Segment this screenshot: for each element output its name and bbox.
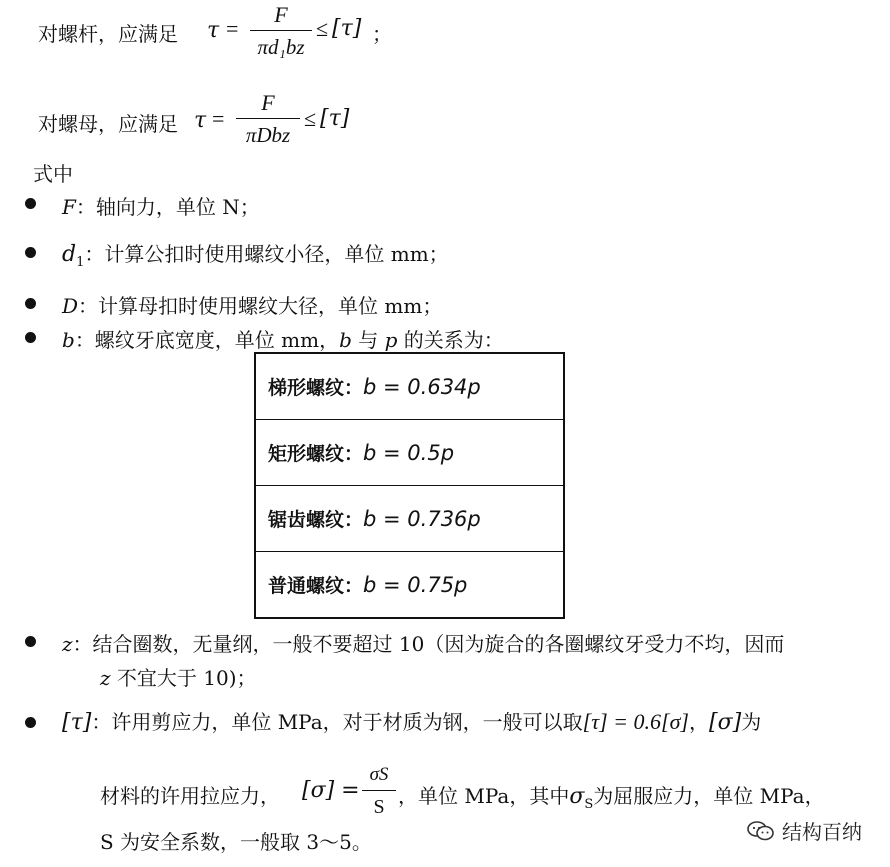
nut-denominator: πDbz	[245, 123, 291, 147]
item-tau-formula: [τ] = 0.6[σ]	[582, 709, 689, 734]
item-tau-line2-c: 为屈服应力，单位 MPa，	[593, 784, 825, 808]
bolt-le: ≤	[316, 16, 329, 41]
table-cell	[255, 486, 564, 552]
nut-fraction	[234, 88, 302, 151]
item-tau-line2-b	[398, 780, 825, 812]
item-d1-text: ：计算公扣时使用螺纹小径，单位 mm；	[84, 242, 449, 266]
item-tau-line2-b-text: ，单位 MPa，其中	[398, 784, 570, 808]
item-tau-line2-sub: S	[584, 797, 594, 812]
item-d	[62, 290, 442, 319]
item-d1-symbol: d	[62, 242, 77, 267]
bolt-prefix: 对螺杆，应满足	[38, 22, 178, 46]
item-z-line1	[62, 628, 784, 657]
item-d1	[62, 238, 449, 270]
item-tau-line2-lhs: [σ] =	[302, 778, 360, 803]
thread-type-label: 梯形螺纹：	[268, 377, 364, 399]
bullet-tau	[25, 717, 36, 728]
thread-type-value: b = 0.634p	[363, 375, 481, 399]
table-row	[255, 486, 564, 552]
bolt-lhs: τ	[207, 18, 220, 43]
where-label: 式中	[33, 162, 73, 186]
item-b-text-a: ：螺纹牙底宽度，单位 mm，	[74, 328, 340, 352]
item-tau-line3: S 为安全系数，一般取 3～5。	[100, 830, 372, 854]
bolt-fraction	[248, 0, 314, 63]
item-b-symbol-p: p	[384, 328, 398, 352]
nut-lhs: τ	[194, 108, 207, 133]
item-b-symbol-2: b	[339, 328, 352, 352]
thread-relation-table	[254, 352, 565, 619]
wechat-icon	[746, 820, 776, 842]
watermark	[746, 816, 862, 845]
nut-numerator: F	[261, 90, 275, 115]
bullet-f	[25, 198, 36, 209]
bullet-b	[25, 332, 36, 343]
bolt-denominator: πd₁bz	[257, 35, 305, 59]
nut-prefix: 对螺母，应满足	[38, 112, 178, 136]
item-d1-subscript: 1	[76, 255, 85, 270]
thread-type-value: b = 0.5p	[363, 441, 455, 465]
item-d-symbol: D	[62, 294, 79, 318]
sigma-numerator: σS	[369, 764, 389, 785]
item-z-text-2: 不宜大于 10)；	[110, 666, 257, 690]
table-row	[255, 552, 564, 619]
thread-type-label: 锯齿螺纹：	[268, 509, 364, 531]
item-tau-comma: ，	[689, 710, 709, 734]
bullet-d	[25, 298, 36, 309]
item-f-text: ：轴向力，单位 N；	[75, 195, 260, 219]
item-tau-text: ：许用剪应力，单位 MPa，对于材质为钢，一般可以取	[91, 710, 583, 734]
item-b-text-c: 的关系为：	[397, 328, 504, 352]
bullet-d1	[25, 247, 36, 258]
nut-eq: =	[212, 106, 225, 131]
item-f	[62, 191, 260, 220]
item-b-text-b: 与	[351, 328, 385, 352]
thread-type-label: 矩形螺纹：	[268, 443, 364, 465]
item-b-symbol: b	[62, 328, 75, 352]
table-cell	[255, 420, 564, 486]
nut-rhs: [τ]	[320, 106, 350, 131]
sigma-denominator: S	[373, 796, 385, 818]
sigma-fraction	[360, 760, 398, 823]
item-z-symbol: z	[62, 632, 73, 656]
item-tau-line2-sigma: σ	[569, 784, 585, 809]
item-tau-wei: 为	[741, 710, 762, 734]
bullet-z	[25, 636, 36, 647]
item-f-symbol: F	[62, 195, 76, 219]
table-cell	[255, 353, 564, 420]
bolt-numerator: F	[274, 2, 288, 27]
thread-type-value: b = 0.75p	[363, 573, 468, 597]
thread-type-label: 普通螺纹：	[268, 575, 364, 597]
bolt-rhs: [τ]	[332, 16, 362, 41]
item-tau-line1	[62, 706, 761, 735]
nut-le: ≤	[304, 106, 317, 131]
item-z-symbol-2: z	[100, 666, 111, 690]
watermark-text: 结构百纳	[782, 820, 862, 844]
table-row	[255, 353, 564, 420]
item-tau-sigma: [σ]	[709, 710, 742, 735]
thread-type-value: b = 0.736p	[363, 507, 481, 531]
item-tau-symbol: [τ]	[62, 710, 92, 735]
item-d-text: ：计算母扣时使用螺纹大径，单位 mm；	[78, 294, 443, 318]
table-row	[255, 420, 564, 486]
table-cell	[255, 552, 564, 619]
bolt-eq: =	[226, 16, 239, 41]
item-b	[62, 324, 504, 353]
item-z-line2	[100, 662, 257, 691]
bolt-end: ；	[372, 22, 392, 46]
item-z-text: ：结合圈数，无量纲，一般不要超过 10（因为旋合的各圈螺纹牙受力不均，因而	[72, 632, 785, 656]
item-tau-line2-a: 材料的许用拉应力，	[100, 784, 280, 808]
